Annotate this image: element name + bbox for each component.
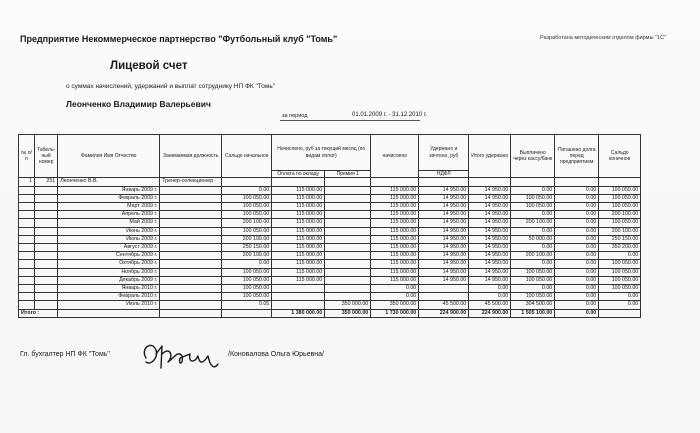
row-month: Июнь 2009 г. — [58, 227, 160, 235]
cell-closing: 100 050.00 — [599, 285, 641, 293]
cell-bonus — [325, 235, 371, 243]
cell-accrued: 350 000.00 — [371, 301, 419, 309]
cell-repaid: 0.00 — [555, 203, 599, 211]
cell-bonus: 350 000.00 — [325, 301, 371, 309]
col-num-header: № п/п — [19, 135, 35, 178]
cell-accrued: 115 000.00 — [371, 219, 419, 227]
col-salary-header: Оплата по окладу — [272, 171, 325, 178]
col-accrued-group-header: Начислено, руб за текущий месяц (по видам оплат) — [272, 135, 371, 171]
cell-salary — [272, 293, 325, 301]
cell-ndfl: 14 950.00 — [419, 276, 469, 284]
cell-ndfl: 14 950.00 — [419, 260, 469, 268]
cell-ndfl: 14 950.00 — [419, 219, 469, 227]
table-row — [19, 293, 641, 301]
cell-salary: 115 000.00 — [272, 203, 325, 211]
cell-closing: 0.00 — [599, 293, 641, 301]
cell-salary: 115 000.00 — [272, 244, 325, 252]
cell-accrued: 0.00 — [371, 285, 419, 293]
cell-closing: 100 050.00 — [599, 194, 641, 202]
cell-repaid: 0.00 — [555, 219, 599, 227]
cell-repaid: 0.00 — [555, 235, 599, 243]
cell-paid: 200 100.00 — [511, 219, 555, 227]
cell-paid: 0.00 — [511, 211, 555, 219]
row-month: Февраль 2010 г. — [58, 293, 160, 301]
table-row — [19, 276, 641, 284]
total-label: Итого : — [19, 309, 58, 317]
cell-salary: 115 000.00 — [272, 252, 325, 260]
cell-accrued: 115 000.00 — [371, 211, 419, 219]
col-opening-header: Сальдо начальное — [222, 135, 272, 178]
total-ndfl: 224 900.00 — [419, 309, 469, 317]
row-month: Июль 2009 г. — [58, 235, 160, 243]
cell-withheld: 14 950.00 — [469, 219, 511, 227]
cell-opening: 0.00 — [222, 186, 272, 194]
total-salary: 1 380 000.00 — [272, 309, 325, 317]
col-paid-header: Выплачено через кассу/банк — [511, 135, 555, 178]
cell-accrued: 115 000.00 — [371, 244, 419, 252]
col-fio-header: Фамилия Имя Отчество — [58, 135, 160, 178]
cell-closing: 0.00 — [599, 301, 641, 309]
cell-opening: 100 050.00 — [222, 203, 272, 211]
cell-salary: 115 000.00 — [272, 186, 325, 194]
row-month: Апрель 2009 г. — [58, 211, 160, 219]
cell-closing: 100 050.00 — [599, 268, 641, 276]
developer-note: Разработана методическим отделом фирмы "1С" — [540, 35, 667, 41]
row-month: Октябрь 2009 г. — [58, 260, 160, 268]
cell-opening: 100 050.00 — [222, 285, 272, 293]
cell-withheld: 14 950.00 — [469, 203, 511, 211]
cell-bonus — [325, 186, 371, 194]
cell-closing: 200 100.00 — [599, 211, 641, 219]
cell-closing: 350 200.00 — [599, 244, 641, 252]
cell-closing: 100 050.00 — [599, 276, 641, 284]
cell-opening: 100 050.00 — [222, 194, 272, 202]
cell-accrued: 115 000.00 — [371, 252, 419, 260]
total-row — [19, 309, 641, 317]
row-month: Ноябрь 2009 г. — [58, 268, 160, 276]
cell-repaid: 0.00 — [555, 244, 599, 252]
cell-opening: 100 050.00 — [222, 268, 272, 276]
cell-opening: 200 100.00 — [222, 219, 272, 227]
row-month: Март 2009 г. — [58, 203, 160, 211]
row-month: Май 2009 г. — [58, 219, 160, 227]
table-row — [19, 211, 641, 219]
cell-bonus — [325, 252, 371, 260]
signer-role: Гл. бухгалтер НП ФК "Томь" — [20, 351, 110, 358]
cell-bonus — [325, 268, 371, 276]
ledger-body — [19, 178, 641, 317]
cell-withheld: 0.00 — [469, 293, 511, 301]
cell-ndfl — [419, 293, 469, 301]
cell-repaid: 0.00 — [555, 276, 599, 284]
cell-paid: 50 000.00 — [511, 235, 555, 243]
cell-opening: 200 100.00 — [222, 252, 272, 260]
cell-opening: 0.00 — [222, 260, 272, 268]
cell-withheld: 14 950.00 — [469, 194, 511, 202]
cell-withheld: 14 950.00 — [469, 252, 511, 260]
employee-row — [19, 178, 641, 186]
cell-bonus — [325, 293, 371, 301]
cell-paid: 100 050.00 — [511, 268, 555, 276]
cell-salary: 115 000.00 — [272, 219, 325, 227]
cell-ndfl: 14 950.00 — [419, 211, 469, 219]
employee-tab: 251 — [35, 178, 58, 186]
cell-bonus — [325, 244, 371, 252]
cell-opening: 100 050.00 — [222, 211, 272, 219]
enterprise-line: Предприятие Некоммерческое партнерство "Футбольный клуб "Томь" — [20, 34, 338, 44]
cell-withheld: 14 950.00 — [469, 268, 511, 276]
cell-salary: 115 000.00 — [272, 260, 325, 268]
cell-closing: 100 050.00 — [599, 186, 641, 194]
cell-withheld: 14 950.00 — [469, 227, 511, 235]
cell-ndfl: 14 950.00 — [419, 252, 469, 260]
col-withheld-total-header: Итого удержано — [469, 135, 511, 178]
cell-repaid: 0.00 — [555, 268, 599, 276]
cell-accrued: 115 000.00 — [371, 227, 419, 235]
cell-withheld: 0.00 — [469, 285, 511, 293]
cell-ndfl: 14 950.00 — [419, 244, 469, 252]
cell-withheld: 14 950.00 — [469, 260, 511, 268]
cell-salary: 115 000.00 — [272, 276, 325, 284]
period-label: за период — [282, 113, 308, 119]
employee-name: Леонченко Владимир Валерьевич — [66, 99, 211, 109]
cell-ndfl — [419, 285, 469, 293]
cell-salary: 115 000.00 — [272, 235, 325, 243]
cell-paid: 0.00 — [511, 260, 555, 268]
cell-ndfl: 14 950.00 — [419, 194, 469, 202]
cell-opening: 250 150.00 — [222, 244, 272, 252]
total-paid: 1 505 100.00 — [511, 309, 555, 317]
cell-accrued: 115 000.00 — [371, 260, 419, 268]
signer-name: /Коновалова Ольга Юрьевна/ — [228, 351, 325, 358]
row-month: Сентябрь 2009 г. — [58, 252, 160, 260]
cell-accrued: 0.00 — [371, 293, 419, 301]
table-row — [19, 268, 641, 276]
table-row — [19, 194, 641, 202]
table-row — [19, 244, 641, 252]
cell-ndfl: 14 950.00 — [419, 227, 469, 235]
cell-closing: 250 150.00 — [599, 235, 641, 243]
cell-withheld: 45 500.00 — [469, 301, 511, 309]
table-row — [19, 301, 641, 309]
col-withheld-group-header: Удержано и зачтено, руб — [419, 135, 469, 171]
employee-position: Тренер-селекционер — [160, 178, 222, 186]
cell-repaid: 0.00 — [555, 293, 599, 301]
cell-repaid: 0.00 — [555, 194, 599, 202]
cell-ndfl: 14 950.00 — [419, 268, 469, 276]
table-row — [19, 186, 641, 194]
cell-accrued: 115 000.00 — [371, 276, 419, 284]
cell-closing: 0.00 — [599, 252, 641, 260]
cell-salary: 115 000.00 — [272, 227, 325, 235]
col-bonus-header: Премия 1 — [325, 171, 371, 178]
cell-opening: 100 050.00 — [222, 276, 272, 284]
cell-accrued: 115 000.00 — [371, 186, 419, 194]
cell-opening: 0.05 — [222, 301, 272, 309]
cell-ndfl: 45 500.00 — [419, 301, 469, 309]
cell-withheld: 14 950.00 — [469, 235, 511, 243]
total-withheld: 224 900.00 — [469, 309, 511, 317]
col-tab-header: Табель-ный номер — [35, 135, 58, 178]
cell-salary — [272, 285, 325, 293]
cell-paid: 100 050.00 — [511, 194, 555, 202]
table-row — [19, 252, 641, 260]
row-month: Февраль 2009 г. — [58, 194, 160, 202]
cell-bonus — [325, 285, 371, 293]
cell-bonus — [325, 203, 371, 211]
cell-paid: 0.00 — [511, 227, 555, 235]
cell-bonus — [325, 211, 371, 219]
cell-repaid: 0.00 — [555, 186, 599, 194]
cell-salary: 115 000.00 — [272, 268, 325, 276]
table-row — [19, 219, 641, 227]
cell-repaid: 0.00 — [555, 260, 599, 268]
page-title: Лицевой счет — [110, 60, 188, 72]
cell-closing: 100 050.00 — [599, 219, 641, 227]
cell-salary — [272, 301, 325, 309]
col-closing-header: Сальдо конечное — [599, 135, 641, 178]
cell-repaid: 0.00 — [555, 252, 599, 260]
cell-paid: 304 500.00 — [511, 301, 555, 309]
cell-closing: 100 050.00 — [599, 260, 641, 268]
cell-closing: 100 050.00 — [599, 203, 641, 211]
cell-paid: 0.00 — [511, 186, 555, 194]
employee-fio: Леонченко В.В. — [58, 178, 160, 186]
row-month: Декабрь 2009 г. — [58, 276, 160, 284]
col-accrued-header: начислено — [371, 135, 419, 178]
page-subtitle: о суммах начислений, удержаний и выплат сотруднику НП ФК "Томь" — [66, 83, 276, 90]
employee-num: 1 — [19, 178, 35, 186]
table-row — [19, 235, 641, 243]
cell-closing: 200 100.00 — [599, 227, 641, 235]
cell-repaid: 0.00 — [555, 211, 599, 219]
cell-bonus — [325, 194, 371, 202]
cell-paid: 0.00 — [511, 244, 555, 252]
cell-withheld: 14 950.00 — [469, 276, 511, 284]
table-row — [19, 285, 641, 293]
cell-repaid: 0.00 — [555, 227, 599, 235]
total-repaid: 0.00 — [555, 309, 599, 317]
cell-repaid: 0.00 — [555, 285, 599, 293]
col-repaid-header: Погашено долга перед предприятием — [555, 135, 599, 178]
cell-withheld: 14 950.00 — [469, 244, 511, 252]
signature-icon — [138, 336, 220, 376]
cell-salary: 115 000.00 — [272, 194, 325, 202]
cell-withheld: 14 950.00 — [469, 186, 511, 194]
cell-paid: 200 100.00 — [511, 252, 555, 260]
cell-accrued: 115 000.00 — [371, 268, 419, 276]
cell-paid: 100 050.00 — [511, 203, 555, 211]
cell-paid: 100 050.00 — [511, 293, 555, 301]
table-row — [19, 260, 641, 268]
cell-accrued: 115 000.00 — [371, 235, 419, 243]
table-row — [19, 227, 641, 235]
cell-repaid: 0.00 — [555, 301, 599, 309]
period-value: 01.01.2009 г. - 31.12.2010 г. — [352, 112, 427, 118]
col-position-header: Занимаемая должность — [160, 135, 222, 178]
cell-bonus — [325, 276, 371, 284]
cell-ndfl: 14 950.00 — [419, 186, 469, 194]
cell-accrued: 115 000.00 — [371, 194, 419, 202]
row-month: Июль 2010 г. — [58, 301, 160, 309]
cell-accrued: 115 000.00 — [371, 203, 419, 211]
cell-opening: 100 050.00 — [222, 227, 272, 235]
cell-bonus — [325, 227, 371, 235]
cell-opening: 200 100.00 — [222, 235, 272, 243]
period-underline — [280, 120, 420, 121]
row-month: Январь 2010 г. — [58, 285, 160, 293]
cell-opening: 100 050.00 — [222, 293, 272, 301]
cell-ndfl: 14 950.00 — [419, 203, 469, 211]
ledger-table — [18, 134, 641, 318]
table-row — [19, 203, 641, 211]
cell-ndfl: 14 950.00 — [419, 235, 469, 243]
total-accrued: 1 730 000.00 — [371, 309, 419, 317]
cell-withheld: 14 950.00 — [469, 211, 511, 219]
cell-bonus — [325, 260, 371, 268]
total-bonus: 350 000.00 — [325, 309, 371, 317]
cell-paid: 100 050.00 — [511, 276, 555, 284]
row-month: Январь 2009 г. — [58, 186, 160, 194]
col-ndfl-header: НДФЛ — [419, 171, 469, 178]
cell-paid: 0.00 — [511, 285, 555, 293]
cell-bonus — [325, 219, 371, 227]
cell-salary: 115 000.00 — [272, 211, 325, 219]
row-month: Август 2009 г. — [58, 244, 160, 252]
